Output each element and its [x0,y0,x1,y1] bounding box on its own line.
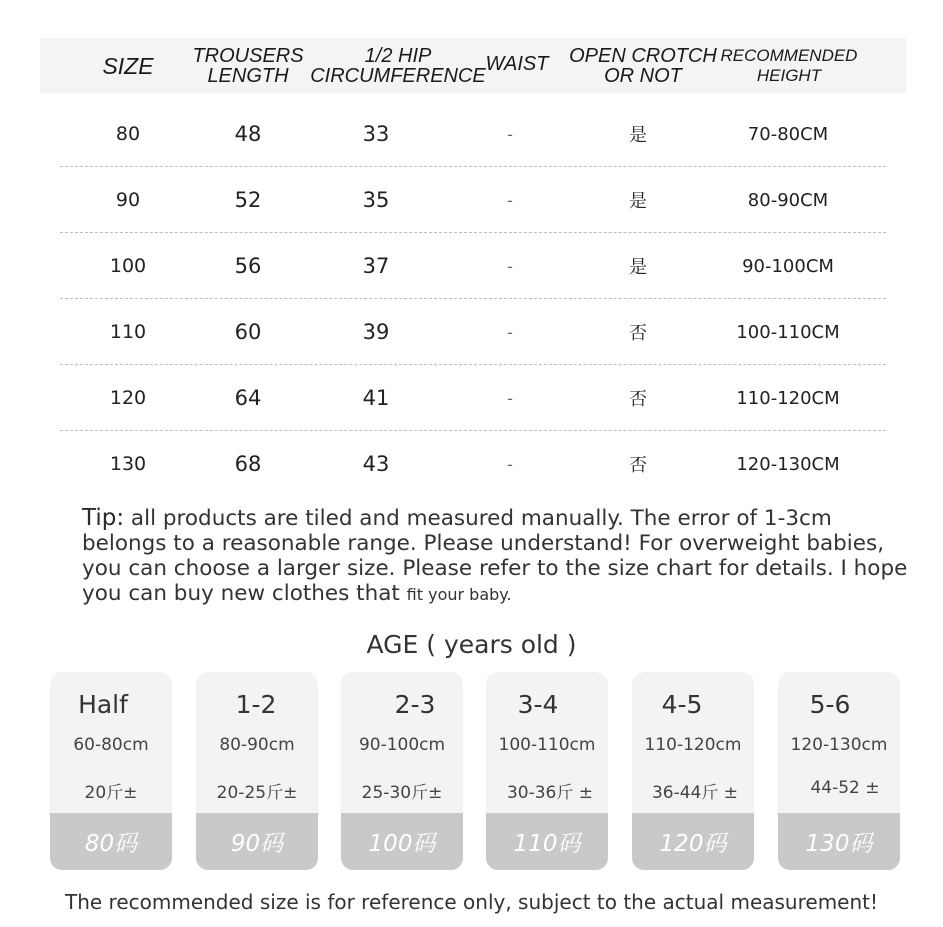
cell-hip: 41 [362,386,390,410]
cell-hip: 35 [362,188,390,212]
age-range: Half [78,690,128,719]
cell-hip: 33 [362,122,390,146]
cell-hip: 37 [362,254,390,278]
cell-trousers-length: 64 [234,386,262,410]
age-height: 100-110cm [498,735,596,755]
cell-open-crotch: 否 [629,323,647,344]
cell-trousers-length: 68 [234,452,262,476]
tip-paragraph [82,506,912,607]
age-height: 60-80cm [73,735,149,755]
tip-ending: fit your baby. [406,585,512,604]
age-weight: 30-36斤 ± [506,783,594,803]
age-range: 2-3 [394,690,436,719]
cell-open-crotch: 否 [629,455,647,476]
age-weight: 44-52 ± [810,778,880,798]
age-range: 3-4 [517,690,559,719]
age-height: 120-130cm [790,735,888,755]
cell-open-crotch: 否 [629,389,647,410]
header-open-crotch: OPEN CROTCH OR NOT [569,44,717,87]
cell-waist: - [507,256,513,276]
header-size: SIZE [102,52,154,79]
cell-size: 100 [109,255,147,277]
cell-height: 70-80CM [747,123,829,145]
age-range: 5-6 [809,690,851,719]
cell-trousers-length: 48 [234,122,262,146]
age-size-label: 120码 [632,813,754,870]
cell-hip: 43 [362,452,390,476]
tip-label: Tip: [82,505,125,531]
cell-waist: - [507,124,513,144]
size-table-header [40,38,906,93]
cell-size: 90 [115,189,141,211]
cell-waist: - [507,190,513,210]
cell-hip: 39 [362,320,390,344]
age-weight: 20斤± [84,783,138,803]
table-row [60,431,886,497]
header-recommended-height: RECOMMENDED HEIGHT [720,45,858,85]
footer-note: The recommended size is for reference only, subject to the actual measurement! [64,890,879,914]
table-row [60,299,886,365]
age-weight: 20-25斤± [216,783,298,803]
age-size-label: 130码 [778,813,900,870]
table-row [60,101,886,167]
table-row [60,365,886,431]
cell-height: 120-130CM [736,453,840,475]
tip-text: all products are tiled and measured manually. The error of 1-3cm belongs to a reasonable range. Please understand! For overweight babies, you can choose a larger size. Please refer to the size chart for details. I hope you can buy new clothes that [82,506,908,606]
age-height: 90-100cm [358,735,446,755]
age-section-title: AGE ( years old ) [366,630,577,659]
age-weight: 36-44斤 ± [651,783,739,803]
age-size-label: 80码 [50,813,172,870]
cell-open-crotch: 是 [629,125,647,146]
age-weight: 25-30斤± [361,783,443,803]
age-size-label: 90码 [196,813,318,870]
cell-waist: - [507,454,513,474]
header-waist: WAIST [485,53,549,75]
cell-size: 80 [115,123,141,145]
cell-trousers-length: 60 [234,320,262,344]
header-trousers-length: TROUSERS LENGTH [192,44,304,87]
cell-size: 120 [109,387,147,409]
header-hip-circumference: 1/2 HIP CIRCUMFERENCE [310,44,486,87]
age-range: 4-5 [661,690,703,719]
age-size-label: 100码 [341,813,463,870]
cell-trousers-length: 52 [234,188,262,212]
cell-open-crotch: 是 [629,191,647,212]
cell-trousers-length: 56 [234,254,262,278]
cell-waist: - [507,388,513,408]
table-row [60,167,886,233]
age-range: 1-2 [235,690,277,719]
cell-height: 110-120CM [736,387,840,409]
age-height: 110-120cm [644,735,742,755]
cell-open-crotch: 是 [629,257,647,278]
cell-height: 90-100CM [742,255,834,277]
cell-size: 130 [109,453,147,475]
cell-height: 80-90CM [747,189,829,211]
cell-size: 110 [109,321,147,343]
cell-height: 100-110CM [736,321,840,343]
table-row [60,233,886,299]
age-size-label: 110码 [486,813,608,870]
cell-waist: - [507,322,513,342]
age-height: 80-90cm [219,735,295,755]
